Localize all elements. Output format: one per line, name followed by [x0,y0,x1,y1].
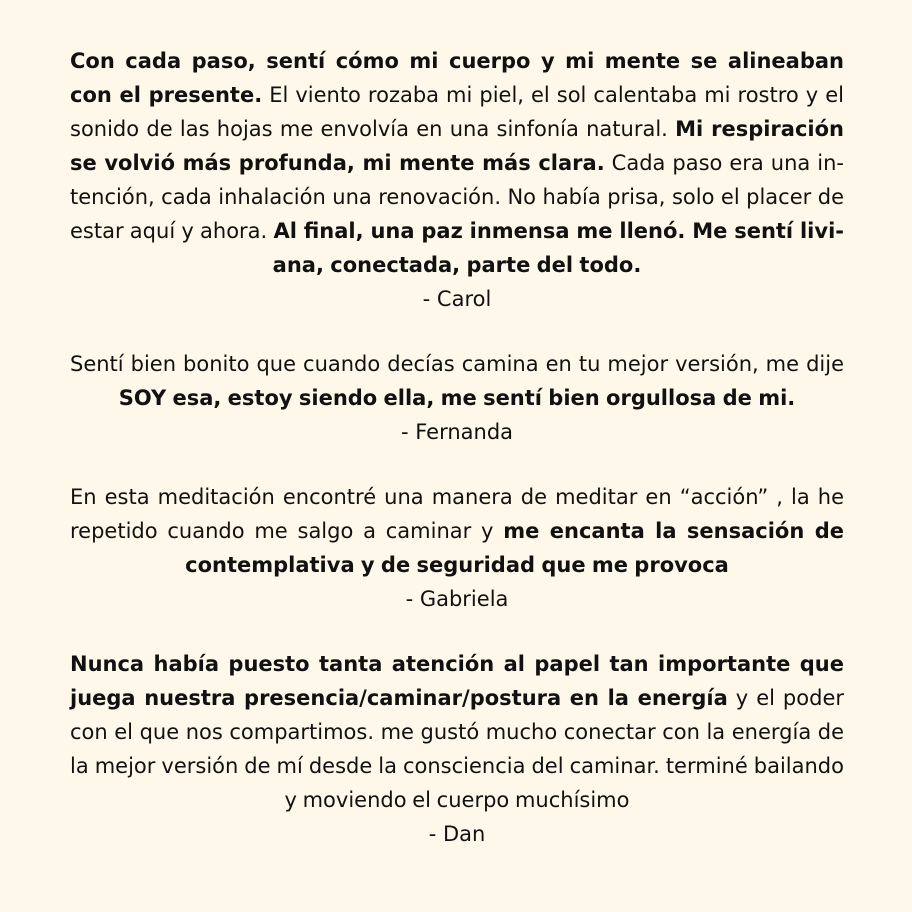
testimonial-text-regular: El viento rozaba mi piel, el sol calentaba mi rostro y el sonido de las hojas me envolvía en una sinfonía natural. [70,83,844,141]
testimonial-text-bold: Mi respiración se volvió más profunda, mi mente más clara. [70,117,844,175]
testimonial-text-regular: En esta meditación encontré una manera de meditar en “acción” , la he repetido cuando me salgo a caminar y [70,485,844,543]
testimonial-text [70,480,844,582]
testimonial-text-bold: Con cada paso, sentí cómo mi cuerpo y mi mente se alineaban con el presente. [70,49,844,107]
testimonial-text-regular: Sentí bien bonito que cuando decías camina en tu mejor versión, me dije [70,352,844,376]
testimonial-text-bold: Al final, una paz inmensa me llenó. Me sentí liviana, conectada, parte del todo. [272,219,844,277]
testimonial-author: - Carol [422,287,492,311]
testimonial-text-bold: me encanta la sensación de contemplativa y de seguridad que me provoca [185,519,844,577]
testimonial-author: - Fernanda [400,420,514,444]
testimonial-text [70,44,844,282]
testimonial-gabriela [70,480,844,616]
testimonial-carol [70,44,844,316]
testimonial-text-regular: y el poder con el que nos compartimos. me gustó mucho conectar con la energía de la mejor versión de mí desde la consciencia del caminar. terminé bailando y moviendo el cuerpo muchísimo [70,686,844,812]
testimonial-author: - Dan [428,822,486,846]
testimonial-fernanda [70,347,844,449]
testimonial-text-bold: SOY esa, estoy siendo ella, me sentí bien orgullosa de mi. [118,386,796,410]
testimonial-text-regular: Cada paso era una intención, cada inhalación una renovación. No había prisa, solo el placer de estar aquí y ahora. [70,151,844,243]
testimonial-dan [70,647,844,851]
testimonial-text [70,347,844,415]
testimonial-text-bold: Nunca había puesto tanta atención al papel tan importante que juega nuestra presencia/caminar/postura en la energía [70,652,844,710]
testimonial-author: - Gabriela [405,587,509,611]
testimonial-text [70,647,844,817]
